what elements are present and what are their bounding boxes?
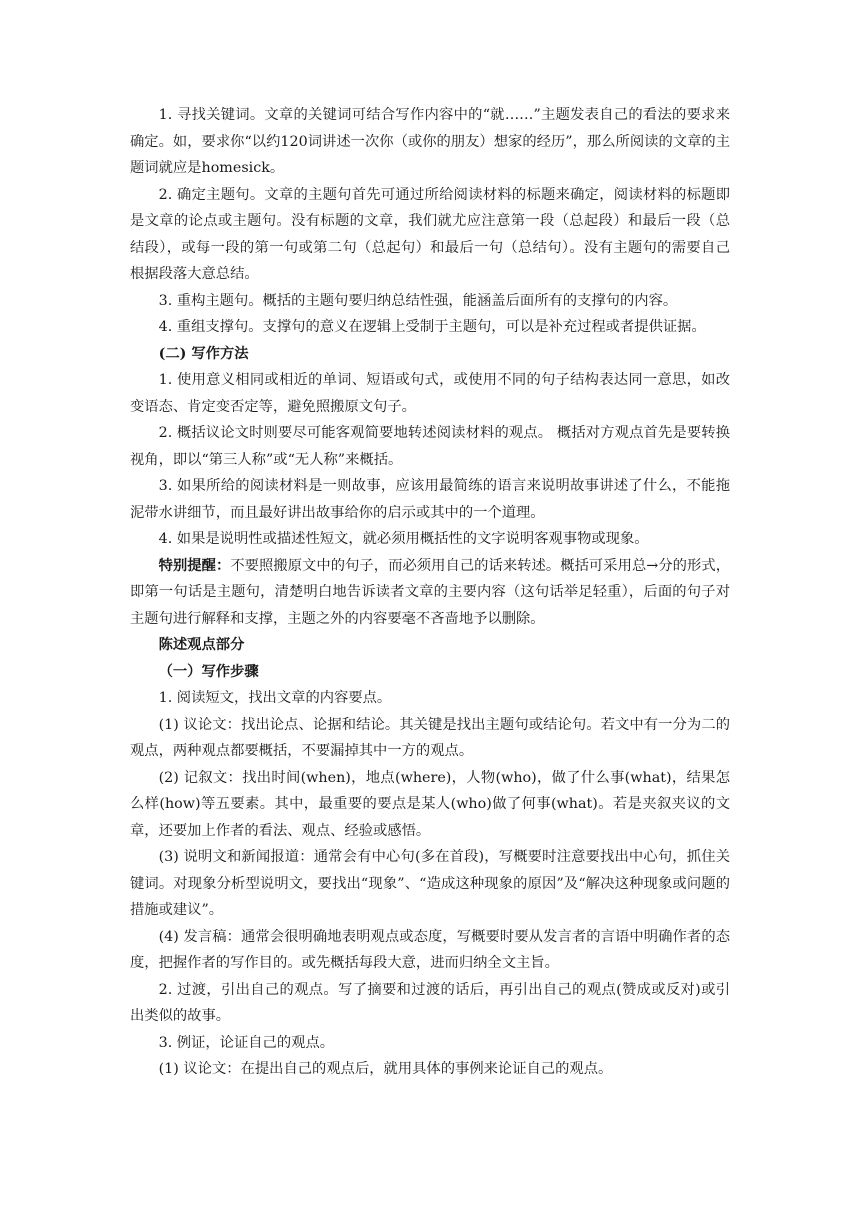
subheading-writing-steps: （一）写作步骤 xyxy=(158,663,259,680)
special-reminder-label: 特别提醒： xyxy=(158,557,231,574)
special-reminder-text: 不要照搬原文中的句子，而必须用自己的话来转述。概括可采用总→分的形式，即第一句话是主题句，清楚明白地告诉读者文章的主要内容（这句话举足轻重），后面的句子对主题句进行解释和支撑，主题之外的内容要毫不吝啬地予以删除。 xyxy=(130,557,731,627)
paragraph-19: 3. 例证，论证自己的观点。 xyxy=(158,1034,335,1051)
paragraph-6: 1. 使用意义相同或相近的单词、短语或句式，或使用不同的句子结构表达同一意思，如改变语态、肯定变否定等，避免照搬原文句子。 xyxy=(130,372,730,415)
paragraph-4: 4. 重组支撑句。支撑句的意义在逻辑上受制于主题句，可以是补充过程或者提供证据。 xyxy=(158,319,706,335)
paragraph-9: 4. 如果是说明性或描述性短文，就必须用概括性的文字说明客观事物或现象。 xyxy=(158,531,649,547)
paragraph-13: 1. 阅读短文，找出文章的内容要点。 xyxy=(158,690,392,706)
paragraph-20: (1) 议论文：在提出自己的观点后，就用具体的事例来论证自己的观点。 xyxy=(158,1061,613,1077)
paragraph-2: 2. 确定主题句。文章的主题句首先可通过所给阅读材料的标题来确定，阅读材料的标题即是文章的论点或主题句。没有标题的文章，我们就尤应注意第一段（总起段）和最后一段（总结段），或每一段的第一句或第二句（总起句）和最后一句（总结句）。没有主题句的需要自己根据段落大意总结。 xyxy=(130,186,730,282)
paragraph-16: (3) 说明文和新闻报道：通常会有中心句(多在首段)，写概要时注意要找出中心句，抓住关键词。对现象分析型说明文，要找出“现象”、“造成这种现象的原因”及“解决这种现象或问题的措施或建议”。 xyxy=(130,849,730,918)
paragraph-18: 2. 过渡，引出自己的观点。写了摘要和过渡的话后，再引出自己的观点(赞成或反对)或引出类似的故事。 xyxy=(130,981,730,1024)
paragraph-14: (1) 议论文：找出论点、论据和结论。其关键是找出主题句或结论句。若文中有一分为二的观点，两种观点都要概括，不要漏掉其中一方的观点。 xyxy=(130,716,730,759)
paragraph-17: (4) 发言稿：通常会很明确地表明观点或态度，写概要时要从发言者的言语中明确作者的态度，把握作者的写作目的。或先概括每段大意，进而归纳全文主旨。 xyxy=(130,928,730,971)
special-reminder-paragraph xyxy=(130,553,730,633)
paragraph-3: 3. 重构主题句。概括的主题句要归纳总结性强，能涵盖后面所有的支撑句的内容。 xyxy=(158,292,678,309)
paragraph-7: 2. 概括议论文时则要尽可能客观简要地转述阅读材料的观点。 概括对方观点首先是要转换视角，即以“第三人称”或“无人称”来概括。 xyxy=(130,425,730,468)
paragraph-15: (2) 记叙文：找出时间(when)，地点(where)，人物(who)，做了什么事(what)，结果怎么样(how)等五要素。其中，最重要的要点是某人(who)做了何事(what)。若是夹叙夹议的文章，还要加上作者的看法、观点、经验或感悟。 xyxy=(130,769,730,839)
paragraph-1: 1. 寻找关键词。文章的关键词可结合写作内容中的“就……”主题发表自己的看法的要求来确定。如，要求你“以约120词讲述一次你（或你的朋友）想家的经历”，那么所阅读的文章的主题词就应是homesick。 xyxy=(130,107,730,176)
section-heading-opinion: 陈述观点部分 xyxy=(158,637,245,653)
paragraph-8: 3. 如果所给的阅读材料是一则故事，应该用最简练的语言来说明故事讲述了什么，不能拖泥带水讲细节，而且最好讲出故事给你的启示或其中的一个道理。 xyxy=(130,478,730,521)
section-heading-writing-methods: (二) 写作方法 xyxy=(158,345,249,362)
